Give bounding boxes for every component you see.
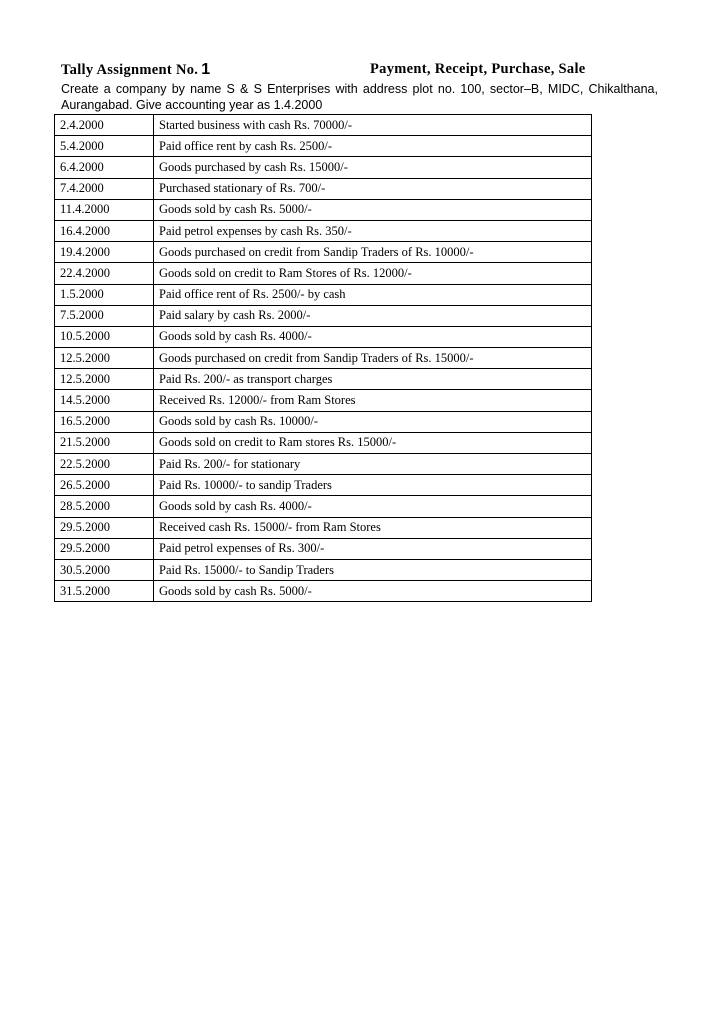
transaction-date: 5.4.2000 <box>55 136 154 157</box>
transaction-date: 22.5.2000 <box>55 454 154 475</box>
table-row <box>55 432 592 453</box>
table-row <box>55 454 592 475</box>
transaction-date: 21.5.2000 <box>55 432 154 453</box>
assignment-topics: Payment, Receipt, Purchase, Sale <box>370 61 586 77</box>
table-row <box>55 284 592 305</box>
table-row <box>55 411 592 432</box>
transaction-description: Paid Rs. 200/- for stationary <box>154 454 592 475</box>
transaction-description: Paid petrol expenses of Rs. 300/- <box>154 538 592 559</box>
transaction-date: 2.4.2000 <box>55 115 154 136</box>
transaction-date: 29.5.2000 <box>55 517 154 538</box>
transaction-date: 19.4.2000 <box>55 242 154 263</box>
table-row <box>55 369 592 390</box>
transaction-date: 28.5.2000 <box>55 496 154 517</box>
transaction-description: Paid Rs. 10000/- to sandip Traders <box>154 475 592 496</box>
transaction-date: 31.5.2000 <box>55 581 154 602</box>
transaction-description: Received cash Rs. 15000/- from Ram Stores <box>154 517 592 538</box>
transaction-description: Goods sold by cash Rs. 5000/- <box>154 581 592 602</box>
table-row <box>55 136 592 157</box>
table-row <box>55 348 592 369</box>
table-row <box>55 263 592 284</box>
transaction-date: 26.5.2000 <box>55 475 154 496</box>
table-row <box>55 242 592 263</box>
transaction-description: Goods purchased on credit from Sandip Traders of Rs. 10000/- <box>154 242 592 263</box>
assignment-instructions: Create a company by name S & S Enterprises with address plot no. 100, sector–B, MIDC, Chikalthana, Aurangabad. Give accounting year as 1.4.2000 <box>61 82 658 112</box>
transaction-description: Goods purchased on credit from Sandip Traders of Rs. 15000/- <box>154 348 592 369</box>
transaction-date: 6.4.2000 <box>55 157 154 178</box>
transaction-description: Started business with cash Rs. 70000/- <box>154 115 592 136</box>
transactions-table <box>54 114 592 602</box>
transaction-description: Goods sold on credit to Ram stores Rs. 15000/- <box>154 432 592 453</box>
transaction-description: Goods sold by cash Rs. 4000/- <box>154 326 592 347</box>
assignment-title <box>61 61 210 79</box>
assignment-title-text: Tally Assignment No. <box>61 62 199 78</box>
transaction-description: Paid Rs. 200/- as transport charges <box>154 369 592 390</box>
transaction-description: Paid salary by cash Rs. 2000/- <box>154 305 592 326</box>
transaction-date: 29.5.2000 <box>55 538 154 559</box>
table-row <box>55 390 592 411</box>
transaction-description: Purchased stationary of Rs. 700/- <box>154 178 592 199</box>
table-row <box>55 538 592 559</box>
table-row <box>55 517 592 538</box>
transaction-description: Paid Rs. 15000/- to Sandip Traders <box>154 559 592 580</box>
table-row <box>55 559 592 580</box>
transaction-date: 22.4.2000 <box>55 263 154 284</box>
transaction-date: 16.4.2000 <box>55 220 154 241</box>
table-row <box>55 496 592 517</box>
transaction-description: Goods sold on credit to Ram Stores of Rs. 12000/- <box>154 263 592 284</box>
transaction-description: Received Rs. 12000/- from Ram Stores <box>154 390 592 411</box>
transaction-date: 7.4.2000 <box>55 178 154 199</box>
transaction-date: 30.5.2000 <box>55 559 154 580</box>
table-row <box>55 475 592 496</box>
transaction-date: 14.5.2000 <box>55 390 154 411</box>
transaction-date: 10.5.2000 <box>55 326 154 347</box>
transaction-description: Paid office rent by cash Rs. 2500/- <box>154 136 592 157</box>
assignment-heading <box>61 61 661 81</box>
assignment-number: 1 <box>201 61 211 78</box>
transaction-description: Paid petrol expenses by cash Rs. 350/- <box>154 220 592 241</box>
table-row <box>55 178 592 199</box>
transaction-date: 12.5.2000 <box>55 369 154 390</box>
transaction-date: 11.4.2000 <box>55 199 154 220</box>
transaction-description: Goods sold by cash Rs. 4000/- <box>154 496 592 517</box>
transaction-description: Goods purchased by cash Rs. 15000/- <box>154 157 592 178</box>
table-row <box>55 199 592 220</box>
transaction-description: Paid office rent of Rs. 2500/- by cash <box>154 284 592 305</box>
table-row <box>55 220 592 241</box>
transaction-description: Goods sold by cash Rs. 10000/- <box>154 411 592 432</box>
transactions-body <box>55 115 592 602</box>
table-row <box>55 115 592 136</box>
transaction-date: 12.5.2000 <box>55 348 154 369</box>
table-row <box>55 581 592 602</box>
transaction-date: 7.5.2000 <box>55 305 154 326</box>
transaction-description: Goods sold by cash Rs. 5000/- <box>154 199 592 220</box>
table-row <box>55 157 592 178</box>
transaction-date: 16.5.2000 <box>55 411 154 432</box>
table-row <box>55 305 592 326</box>
table-row <box>55 326 592 347</box>
transaction-date: 1.5.2000 <box>55 284 154 305</box>
